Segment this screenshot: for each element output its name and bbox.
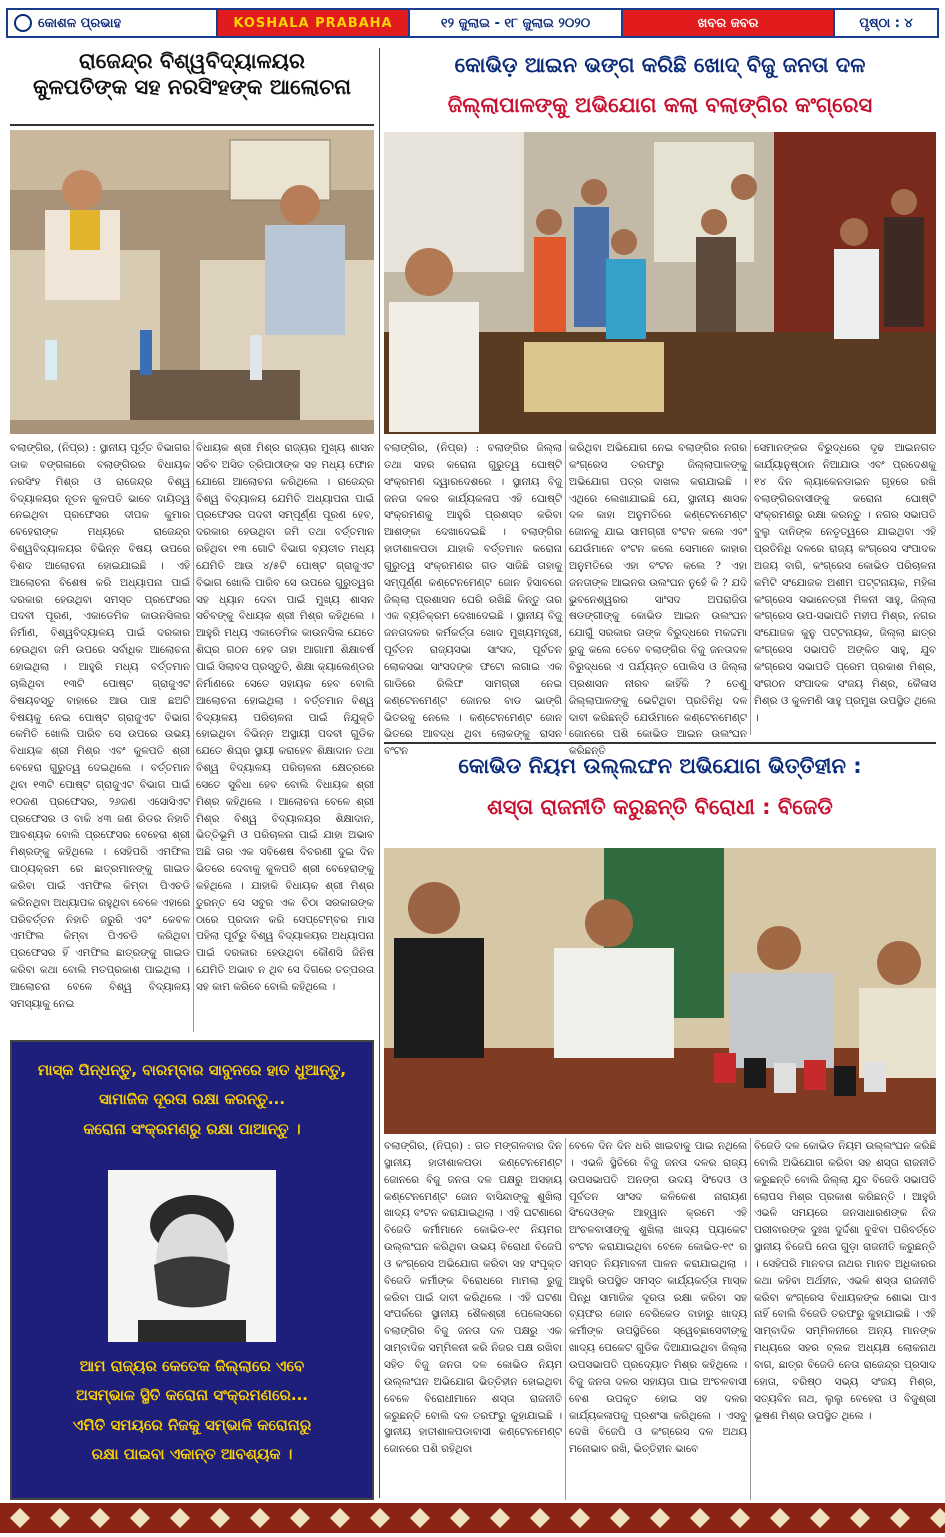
masthead-logo: [8, 10, 218, 36]
masked-man-image: [108, 1170, 276, 1342]
masthead-logo-text: କୋଶଳ ପ୍ରଭାହ: [38, 15, 122, 31]
article1-photo: [10, 130, 374, 434]
ad-bottom-message: [12, 1352, 372, 1469]
article1-headline: [10, 48, 374, 126]
column-divider: [750, 1138, 751, 1500]
article3-headline-line2: ଶସ୍ତା ରାଜନୀତି କରୁଛନ୍ତି ବିରୋଧୀ : ବିଜେଡି: [487, 795, 833, 820]
section-divider: [379, 48, 380, 1498]
ad-line-2: ସାମାଜିକ ଦୂରତା ରକ୍ଷା କରନ୍ତୁ...: [98, 1090, 286, 1109]
ad-line-4: ଆମ ରାଜ୍ୟର କେତେକ ଜିଲ୍ଲାରେ ଏବେ: [79, 1357, 305, 1375]
column-divider: [565, 1138, 566, 1500]
article1-body-col2: ବିଧାୟକ ଶ୍ରୀ ମିଶ୍ର ରାଜ୍ୟର ମୁଖ୍ୟ ଶାସନ ସଚିବ ଅସିତ ତ୍ରିପାଠୀଙ୍କ ସହ ମଧ୍ୟ ଫୋନ ଯୋଗେ ଆଲୋଚନା କରିଥିଲେ । ରାଜେନ୍ଦ୍ର ବିଶ୍ୱ ବିଦ୍ୟାଳୟ ଯେମିତି ଅଧ୍ୟାପନା ପାଇଁ ପ୍ରଫେସର ପଦବୀ ସମ୍ପୂର୍ଣ୍ଣ ପୂରଣ ହେବ, ଦରକାର ହେଉଥିବା ଜମି ତଥା ବର୍ତ୍ତମାନ ରହିଥିବା ୧୩ ଗୋଟି ବିଭାଗ ବ୍ୟତୀତ ମଧ୍ୟ ଯେମିତି ଆଉ ୪/୫ଟି ପୋଷ୍ଟ ଗ୍ରାଜୁଏଟ ବିଭାଗ ଖୋଲି ପାରିବ ସେ ଉପରେ ଗୁରୁତ୍ୱର ସହ ଧ୍ୟାନ ଦେବା ପାଇଁ ମୁଖ୍ୟ ଶାସନ ସଚିବଙ୍କୁ ବିଧାୟକ ଶ୍ରୀ ମିଶ୍ର କହିଥିଲେ । ଆହୁରି ମଧ୍ୟ ଏକାଡେମିକ କାଉନସିଲ ଯେତେ ଶିଘ୍ର ଗଠନ ହେବ ତାହା ଆଗାମୀ ଶିକ୍ଷାବର୍ଷ ପାଇଁ ସିଲାବସ ପ୍ରସ୍ତୁତି, ଶିକ୍ଷା କ୍ୟାଲେଣ୍ଡର ନିର୍ମାଣରେ ସେତେ ସହାୟକ ହେବ ବୋଲି ଆଲୋଚନା ହୋଇଥିଲା । ବର୍ତ୍ତମାନ ବିଶ୍ୱ ବିଦ୍ୟାଳୟ ପରିଚାଳନା ପାଇଁ ନିଯୁକ୍ତି ହୋଇଥିବା ବିଭିନ୍ନ ଅସ୍ଥାୟୀ ପଦବୀ ଗୁଡିକ ଯେତେ ଶିଘ୍ର ସ୍ଥାୟୀ କରାହେବ ଶିକ୍ଷାଦାନ ତଥା ବିଶ୍ୱ ବିଦ୍ୟାଳୟ ପରିଚାଳନା କ୍ଷେତ୍ରରେ ସେତେ ସୁବିଧା ହେବ ବୋଲି ବିଧାୟକ ଶ୍ରୀ ମିଶ୍ର କହିଥିଲେ । ଆଲୋଚନା ବେଳେ ଶ୍ରୀ ମିଶ୍ର ବିଶ୍ୱ ବିଦ୍ୟାଳୟର ଶିକ୍ଷାଦାନ, ଭିତ୍ତିଭୂମି ଓ ପରିଚାଳନା ପାଇଁ ଯାହା ଅଭାବ ଅଛି ତାର ଏକ ସବିଶେଷ ବିବରଣୀ ଦୁଇ ଦିନ ଭିତରେ ଦେବାକୁ କୁଳପତି ଶ୍ରୀ ବେହେରାଙ୍କୁ କହିଥିଲେ । ଯାହାକି ବିଧାୟକ ଶ୍ରୀ ମିଶ୍ର ତୁରନ୍ତ ସେ ସବୁର ଏକ ଚିଠା ସରକାରଙ୍କ ଠାରେ ପ୍ରଦାନ କରି ସେପ୍ଟେମ୍ବର ମାସ ପହିଲା ପୂର୍ବରୁ ବିଶ୍ୱ ବିଦ୍ୟାଳୟର ଅଧ୍ୟାପନା ପାଇଁ ଦରକାର ହେଉଥିବା କୌଣସି ଜିନିଷ ଯେମିତି ଅଭାବ ନ ଥିବ ସେ ଦିଗରେ ତତ୍ପରତା ସହ କାମ କରିବେ ବୋଲି କହିଥିଲେ ।: [196, 442, 374, 993]
ad-top-message: [12, 1056, 372, 1144]
article3-headline-line1: କୋଭିଡ ନିୟମ ଉଲ୍ଲଙ୍ଘନ ଅଭିଯୋଗ ଭିତ୍ତିହୀନ :: [458, 754, 862, 778]
article2-headline: [384, 46, 936, 132]
column-divider: [750, 440, 751, 735]
border-pattern-icon: [0, 1503, 945, 1533]
newspaper-logo-icon: [14, 14, 32, 32]
article3-body-col1: ବଲାଙ୍ଗିର, (ନିପ୍ର) : ଗତ ମଙ୍ଗଳବାର ଦିନ ସ୍ଥାନୀୟ ହାତୀଶାଳପଡା କଣ୍ଟେନମେଣ୍ଟ ଜୋନରେ ବିଜୁ ଜନତା ଦଳ ପକ୍ଷରୁ ଅସହାୟ କଣ୍ଟେନମେଣ୍ଟ ଜୋନ ବାସିନ୍ଦାଙ୍କୁ ଶୁଖିଲା ଖାଦ୍ୟ ବଂଟନ କରାଯାଇଥିଲା । ଏହି ଘଟଣାରେ ବିଜେଡି କର୍ମୀମାନେ କୋଭିଡ-୧୯ ନିୟମର ଉଲ୍ଲଂଘନ କରିଥିବା ଉଭୟ ବିରୋଧୀ ବିଜେପି ଓ କଂଗ୍ରେସ ଅଭିଯୋଗ କରିବା ସହ ସଂପୃକ୍ତ ବିଜେଡି କର୍ମୀଙ୍କ ବିରୋଧରେ ମାମଲା ରୁଜୁ କରିବା ପାଇଁ ଦାବୀ କରିଥିଲେ । ଏହି ଘଟଣା ସଂପର୍କରେ ସ୍ଥାନୀୟ ଶୈଳଶ୍ରୀ ପେଲେସରେ ବଲାଙ୍ଗିର ବିଜୁ ଜନତା ଦଳ ପକ୍ଷରୁ ଏକ ସାମ୍ବାଦିକ ସମ୍ମିଳନୀ କରି ନିଜର ପକ୍ଷ ରଖିବା ସହିତ ବିଜୁ ଜନତା ଦଳ କୋଭିଡ ନିୟମ ଉଲ୍ଲଂଘନ ଅଭିଯୋଗ ଭିତ୍ତିହୀନ ହୋଇଥିବା ବେଳେ ବିରୋଧୀମାନେ ଶସ୍ତା ରାଜନୀତି କରୁଛନ୍ତି ବୋଲି ଦଳ ତରଫରୁ କୁହାଯାଇଛି । ସ୍ଥାନୀୟ ହାତୀଶାଳପଡାବାସୀ କଣ୍ଟେନମେଣ୍ଟ ଜୋନରେ ପଶି ରହିଥିବା: [384, 1140, 562, 1456]
article2-headline-line1: କୋଭିଡ଼ ଆଇନ ଭଙ୍ଗ କରିଛି ଖୋଦ୍ ବିଜୁ ଜନତା ଦଳ: [454, 53, 866, 77]
masthead-english-name: KOSHALA PRABAHA: [218, 10, 408, 36]
ad-line-7: ରକ୍ଷା ପାଇବା ଏକାନ୍ତ ଆବଶ୍ୟକ ।: [91, 1444, 293, 1463]
article3-body-col3: ବିଜେଡି ଦଳ କୋଭିଡ ନିୟମ ଉଲ୍ଲଂଘନ କରିଛି ବୋଲି ଅଭିଯୋଗ କରିବା ସହ ଶସ୍ତା ରାଜନୀତି କରୁଛନ୍ତି ବୋଲି ଜିଲ୍ଲା ଯୁବ ବିଜେଡି ସଭାପତି ଲୋପସ ମିଶ୍ର ପ୍ରକାଶ କରିଛନ୍ତି । ଆହୁରି ଏଭଳି ସମୟରେ ଜନସାଧାରଣଙ୍କ ନିଜ ପରୀବାରଙ୍କ ଦୁଃଖ ଦୁର୍ଦ୍ଦଶା ବୁଝିବା ପରିବର୍ତ୍ତେ ସ୍ଥାନୀୟ ବିଜେପି ନେତା ଗୁଡ଼ା ରାଜନୀତି କରୁଛନ୍ତି । ସେହିପରି ମାନବତା ନାଥର ମାନବ ଅଧିକାରର କଥା କହିବା ଅର୍ଥହୀନ, ଏଭଳି ଶସ୍ତା ରାଜନୀତି କରିବା କଂଗ୍ରେସ ବିଧାୟକଙ୍କ ଶୋଭା ପାଏ ନାହିଁ ବୋଲି ବିଜେଡି ତରଫରୁ କୁହାଯାଇଛି । ଏହି ସାମ୍ବାଦିକ ସମ୍ମିଳନୀରେ ଅନ୍ୟ ମାନଙ୍କ ମଧ୍ୟରେ ସହର ବ୍ଲକ ଅଧ୍ୟକ୍ଷ ଲୋକନାଥ ବାଗ, ଛାତ୍ର ବିଜେଡି ନେତା ରାଜେନ୍ଦ୍ର ପ୍ରସାଦ ହୋତା, ବରିଷ୍ଠ ସଭ୍ୟ ସଂଜୟ ମିଶ୍ର, ସତ୍ୟବିନ ନାଥ, ଲୁଲୁ ବେହେରା ଓ ବିଜୁଶ୍ରୀ ଭୂଷଣ ମିଶ୍ର ଉପସ୍ଥିତ ଥିଲେ ।: [754, 1140, 936, 1422]
article3-body-col2: ବେଳେ ଦିନ ଦିନ ଧରି ଖାଇବାକୁ ପାଇ ନଥିଲେ । ଏଭଳି ସ୍ଥିତିରେ ବିଜୁ ଜନତା ଦଳର ରାଜ୍ୟ ଉପସଭାପତି ଅନଙ୍ଗ ଉଦୟ ସିଂଦେଓ ଓ ପୂର୍ବତନ ସାଂସଦ କଳିକେଶ ନାରାୟଣ ସିଂଦେଓଙ୍କ ଆହ୍ୱାନ କ୍ରମେ ଏହି ଅଂଚଳବାସୀଙ୍କୁ ଶୁଖିଲା ଖାଦ୍ୟ ପ୍ୟାକେଟ ବଂଟନ କରାଯାଇଥିବା ବେଳେ କୋଭିଡ-୧୯ ର ସମସ୍ତ ନିୟମାବଳୀ ପାଳନ କରାଯାଇଥିଲା । ଆହୁରି ଉପସ୍ଥିତ ସମସ୍ତ କାର୍ଯ୍ୟକର୍ତ୍ତା ମାସ୍କ ପିନ୍ଧି ସାମାଜିକ ଦୂରତା ରକ୍ଷା କରିବା ସହ ବ୍ୟଫର ଜୋନ ବେରିକେଡ ବାହାରୁ ଖାଦ୍ୟ କର୍ମୀଙ୍କ ଉପସ୍ଥିତିରେ ସ୍ୱେଚ୍ଛାସେବୀଙ୍କୁ ଖାଦ୍ୟ ପେକେଟ ଗୁଡିକ ଦିଆଯାଇଥିବା ଜିଲ୍ଲା ଉପସଭାପତି ପ୍ରଦ୍ୟୋତ ମିଶ୍ର କହିଥିଲେ । ବିଜୁ ଜନତା ଦଳର ସହାୟତା ପାଇ ଅଂଚଳବାସୀ ବେଶ ଉପକୃତ ହୋଇ ସହ ଦଳର କାର୍ଯ୍ୟକଳାପକୁ ପ୍ରଶଂସା କରିଥିଲେ । ଏସବୁ ଦେଖି ବିଜେପି ଓ କଂଗ୍ରେସ ଦଳ ଅଥୟ ମନୋଭାବ ରଖି, ଭିତ୍ତିହୀନ ଭାବେ: [569, 1140, 747, 1456]
ad-line-5: ଅସମ୍ଭାଳ ସ୍ଥିତି କରୋନା ସଂକ୍ରମଣରେ...: [75, 1386, 309, 1405]
ad-line-1: ମାସ୍କ ପିନ୍ଧନ୍ତୁ, ବାରମ୍ବାର ସାବୁନରେ ହାତ ଧୁଆନ୍ତୁ,: [37, 1061, 347, 1079]
article3-headline: [384, 742, 936, 842]
article1-body-col1: ବଲାଙ୍ଗିର, (ନିପ୍ର) : ସ୍ଥାନୀୟ ପୂର୍ତ୍ତ ବିଭାଗର ଡାକ ବଙ୍ଗଳାରେ ବଲାଙ୍ଗିରର ବିଧାୟକ ନରସିଂହ ମିଶ୍ର ଓ ରାଜେନ୍ଦ୍ର ବିଶ୍ୱ ବିଦ୍ୟାଳୟର ନୂତନ କୁଳପତି ଭାବେ ଦାୟିତ୍ୱ ନେଇଥିବା ପ୍ରଫେସର ଦୀପକ କୁମାର ବେହେରାଙ୍କ ମଧ୍ୟରେ ରାଜେନ୍ଦ୍ର ବିଶ୍ୱବିଦ୍ୟାଳୟର ବିଭିନ୍ନ ବିଷୟ ଉପରେ ବିଶଦ ଆଲୋଚନା ହୋଇଯାଇଛି । ଏହି ଆଲୋଚନା ବିଶେଷ କରି ଅଧ୍ୟାପନା ପାଇଁ ଦରକାର ହେଉଥିବା ସମସ୍ତ ପ୍ରଫେସର ପଦବୀ ପୂରଣ, ଏକାଡେମିକ କାଉନସିଲର ନିର୍ମାଣ, ବିଶ୍ୱବିଦ୍ୟାଳୟ ପାଇଁ ଦରକାର ହେଉଥିବା ଜମି ଉପରେ ସର୍ବାଧିକ ଆଲୋଚନା ହୋଇଥିଲା । ଆହୁରି ମଧ୍ୟ ବର୍ତ୍ତମାନ ଚାଲିଥିବା ୧୩ଟି ପୋଷ୍ଟ ଗ୍ରାଜୁଏଟ ବିଷୟବସ୍ତୁ ବାହାରେ ଆଉ ପାଞ୍ଚ ଛଅଟି ବିଷୟକୁ ନେଇ ପୋଷ୍ଟ ଗ୍ରାଜୁଏଟ ବିଭାଗ କେମିତି ଖୋଲି ପାରିବ ସେ ଉପରେ ଉଭୟ ବିଧାୟକ ଶ୍ରୀ ମିଶ୍ର ଏବଂ କୁଳପତି ଶ୍ରୀ ବେହେରା ଗୁରୁତ୍ୱ ଦେଇଥିଲେ । ବର୍ତ୍ତମାନ ଥିବା ୧୩ଟି ପୋଷ୍ଟ ଗ୍ରାଜୁଏଟ ବିଭାଗ ପାଇଁ ୧୦ଜଣ ପ୍ରଫେସର, ୨୬ଜଣ ଏସୋସିଏଟ ପ୍ରଫେସର ଓ ବାକି ୪୩ ଜଣ ରିଡର ନିହାତି ଆବଶ୍ୟକ ବୋଲି ପ୍ରଫେସର ବେହେରା ଶ୍ରୀ ମିଶ୍ରଙ୍କୁ କହିଥିଲେ । ସେହିପରି ଏମଫିଲ ପାଠ୍ୟକ୍ରମ ରେ ଛାତ୍ରମାନଙ୍କୁ ଗାଇଡ କରିବା ପାଇଁ ଏମଫିଲ କିମ୍ବା ପିଏଚଡି କରିନଥିବା ଅଧ୍ୟାପକ ରହୁଥିବା ବେଳେ ଏହାରେ ପରିବର୍ତ୍ତନ ନିହାତି ଜରୁରି ଏବଂ କେବଳ ଏମଫିଲ କିମ୍ବା ପିଏଚଡି କରିଥିବା ପ୍ରଫେସର ହିଁ ଏମଫିଲ ଛାତ୍ରଙ୍କୁ ଗାଇଡ କରିବା କଥା ବୋଲି ମତପ୍ରକାଶ ପାଇଥିଲା । ଆଲୋଚନା ବେଳେ ବିଶ୍ୱ ବିଦ୍ୟାଳୟ ସମସ୍ୟାକୁ ନେଇ: [10, 442, 190, 1010]
face-mask-icon: [108, 1170, 276, 1342]
masthead-section: ଖବର ଜବର: [623, 10, 833, 36]
article2-body-col1: ବଲାଙ୍ଗିର, (ନିପ୍ର) : ବଲାଙ୍ଗିର ଜିଲ୍ଲା ତଥା ସହର କରୋନା ଗୁରୁତ୍ୱ ଘୋଷ୍ଟି ସଂକ୍ରମଣ ଦ୍ୱାରଦେଶରେ । ସ୍ଥାନୀୟ ବିଜୁ ଜନତା ଦଳର କାର୍ଯ୍ୟକଳାପ ଏହି ଘୋଷ୍ଟି ସଂକ୍ରମଣକୁ ଆହୁରି ପ୍ରଶସ୍ତ କରିବା ଆଶଙ୍କା ଦେଖାଦେଇଛି । ବଲାଙ୍ଗିର ହାତୀଶାଳପଡା ଯାହାକି ବର୍ତ୍ତମାନ କରୋନା ଗୁରୁତ୍ୱ ସଂକ୍ରମଣର ଗଡ ସାଜିଛି ତାହାକୁ ସମ୍ପୂର୍ଣ୍ଣ କଣ୍ଟେନମେଣ୍ଟ ଜୋନ ହିସାବରେ ଜିଲ୍ଲା ପ୍ରଶାସନ ଘେରି ରଖିଛି କିନ୍ତୁ ତାର ଏକ ବ୍ୟତିକ୍ରମ ଦେଖାଦେଇଛି । ସ୍ଥାନୀୟ ବିଜୁ ଜନତାଦଳର କର୍ମକର୍ତ୍ତା ଖୋଦ ମୁଖ୍ୟମନ୍ତ୍ରୀ, ପୂର୍ବତନ ରାଜ୍ୟସଭା ସାଂସଦ, ପୂର୍ବତନ ଲୋକସଭା ସାଂସଦଙ୍କ ଫଟୋ ଲଗାଇ ଏକ ଗାଡିରେ ରିଲିଫ ସାମଗ୍ରୀ ନେଇ କଣ୍ଟେନମେଣ୍ଟ ଜୋନର ବାଡ ଭାଙ୍ଗି ଭିତରକୁ ନେଲେ । କଣ୍ଟେନମେଣ୍ଟ ଜୋନ ଭିତରେ ଆବଦ୍ଧ ଥିବା ଲୋକଙ୍କୁ ରାସନ ବଂଟନ: [384, 442, 562, 758]
meeting-room-illustration: [10, 130, 374, 434]
decorative-footer-border: [0, 1503, 945, 1533]
article3-photo: [384, 848, 936, 1134]
ad-line-3: କରୋନା ସଂକ୍ରମଣରୁ ରକ୍ଷା ପାଆନ୍ତୁ ।: [83, 1119, 301, 1138]
article2-body-col3: ସେମାନଙ୍କର ବିରୁଦ୍ଧରେ ଦୃଢ ଆଇନଗତ କାର୍ଯ୍ୟାନୁଷ୍ଠାନ ନିଆଯାଉ ଏବଂ ପ୍ରଦେଶକୁ ୧୪ ଦିନ ଲ୍ୟାକେନଡାଇନ ଗୃହରେ ରଖି ବଲାଙ୍ଗିରବାସୀଙ୍କୁ କରୋନା ଘୋଷ୍ଟି ସଂକ୍ରମଣରୁ ରକ୍ଷା କରନ୍ତୁ । ନଗର ସଭାପତି ବୁଲୁ ଦାନିଙ୍କ ନେତୃତ୍ୱରେ ଯାଇଥିବା ଏହି ପ୍ରତିନିଧି ଦଳରେ ରାଜ୍ୟ କଂଗ୍ରେସ ସଂପାଦକ ଅଜୟ ବାଗି, କଂଗ୍ରେସ କୋଭିଡ ପରିଚାଳନା କମିଟି ସଂଯୋଜକ ଅଶୀମ ପଟ୍ଟନାୟକ, ମହିଳା କଂଗ୍ରେସ ସଭାନେତ୍ରୀ ମିଳନୀ ସାହୁ, ଜିଲ୍ଲା କଂଗ୍ରେସ ଉପ-ସଭାପତି ମହୀପ ମିଶ୍ର, ନଗର ସଂଯୋଜକ କୁନୁ ପଟ୍ଟନାୟକ, ଜିଲ୍ଲା ଛାତ୍ର କଂଗ୍ରେସ ସଭାପତି ଅଙ୍କିତ ସାହୁ, ଯୁବ କଂଗ୍ରେସ ସଭାପତି ପ୍ରେମ ପ୍ରକାଶ ମିଶ୍ର, ସଂଗଠନ ସଂପାଦକ ସଂଜୟ ମିଶ୍ର, କୈଳାସ ମିଶ୍ର ଓ କୁଳମଣି ସାହୁ ପ୍ରମୁଖ ଉପସ୍ଥିତ ଥିଲେ ।: [754, 442, 936, 724]
masthead: [6, 8, 939, 38]
column-divider: [193, 440, 194, 1032]
page-number: ପୃଷ୍ଠା : ୪: [833, 10, 937, 36]
column-divider: [565, 440, 566, 735]
covid-awareness-ad: [10, 1040, 374, 1500]
article2-headline-line2: ଜିଲ୍ଲାପାଳଙ୍କୁ ଅଭିଯୋଗ କଲା ବଲାଙ୍ଗିର କଂଗ୍ରେସ: [447, 92, 873, 117]
press-conference-illustration: [384, 848, 936, 1134]
masthead-date: ୧୨ ଜୁଲାଇ - ୧୮ ଜୁଲାଇ ୨୦୨୦: [408, 10, 623, 36]
article1-headline-line2: କୁଳପତିଙ୍କ ସହ ନରସିଂହଙ୍କ ଆଲୋଚନା: [32, 75, 352, 100]
collector-office-illustration: [384, 132, 936, 434]
article2-photo: [384, 132, 936, 434]
ad-line-6: ଏମିତି ସମୟରେ ନିଜକୁ ସମ୍ଭାଳି କରୋନାରୁ: [72, 1415, 312, 1434]
article1-headline-line1: ରାଜେନ୍ଦ୍ର ବିଶ୍ୱବିଦ୍ୟାଳୟର: [79, 49, 305, 73]
article2-body-col2: କରିଥିବା ଅଭିଯୋଗ ନେଇ ବଲାଙ୍ଗିର ନଗର କଂଗ୍ରେସ ତରଫରୁ ଜିଲ୍ଲାପାଳଙ୍କୁ ଅଭିଯୋଗ ପତ୍ର ଦାଖଲ କରାଯାଇଛି । ଏଥିରେ ଲେଖାଯାଇଛି ଯେ, ସ୍ଥାନୀୟ ଶାସକ ଦଳ କାହା ଅନୁମତିରେ କଣ୍ଟେନମେଣ୍ଟ ଜୋନକୁ ଯାଇ ସାମଗ୍ରୀ ବଂଟନ କଲେ ଏବଂ ଯେଉଁମାନେ ବଂଟନ କଲେ ସେମାନେ କାହାର ଅନୁମତିରେ ଏହା ବଂଟନ କଲେ ? ଏହା ଜନତାଙ୍କ ଆଇନର ଉଲଂଘନ ନୁହେଁ କି ? ଯଦି ଭୁବନେଶ୍ୱରର ସାଂସଦ ଅପରାଜିତା ଷଡଙ୍ଗୀଙ୍କୁ କୋଭିଡ ଆଇନ ଉଲଂଘନ ଯୋଗୁଁ ସରକାର ତାଙ୍କ ବିରୁଦ୍ଧରେ ମକଦ୍ଦମା ରୁଜୁ କଲେ ତେବେ ବଲାଙ୍ଗିର ବିଜୁ ଜନତାଦଳ ବିରୁଦ୍ଧରେ ଏ ପର୍ଯ୍ୟନ୍ତ ପୋଲିସ ଓ ଜିଲ୍ଲା ପ୍ରଶାସନ ନୀରବ କାହିଁକି ? ତେଣୁ ଜିଲ୍ଲାପାଳଙ୍କୁ ଭେଟିଥିବା ପ୍ରତିନିଧି ଦଳ ଦାବୀ କରିଛନ୍ତି ଯେଉଁମାନେ କଣ୍ଟେନମେଣ୍ଟ ଜୋନରେ ପଶି କୋଭିଡ ଆଇନ ଉଲଂଘନ କରିଛନ୍ତି: [569, 442, 747, 758]
